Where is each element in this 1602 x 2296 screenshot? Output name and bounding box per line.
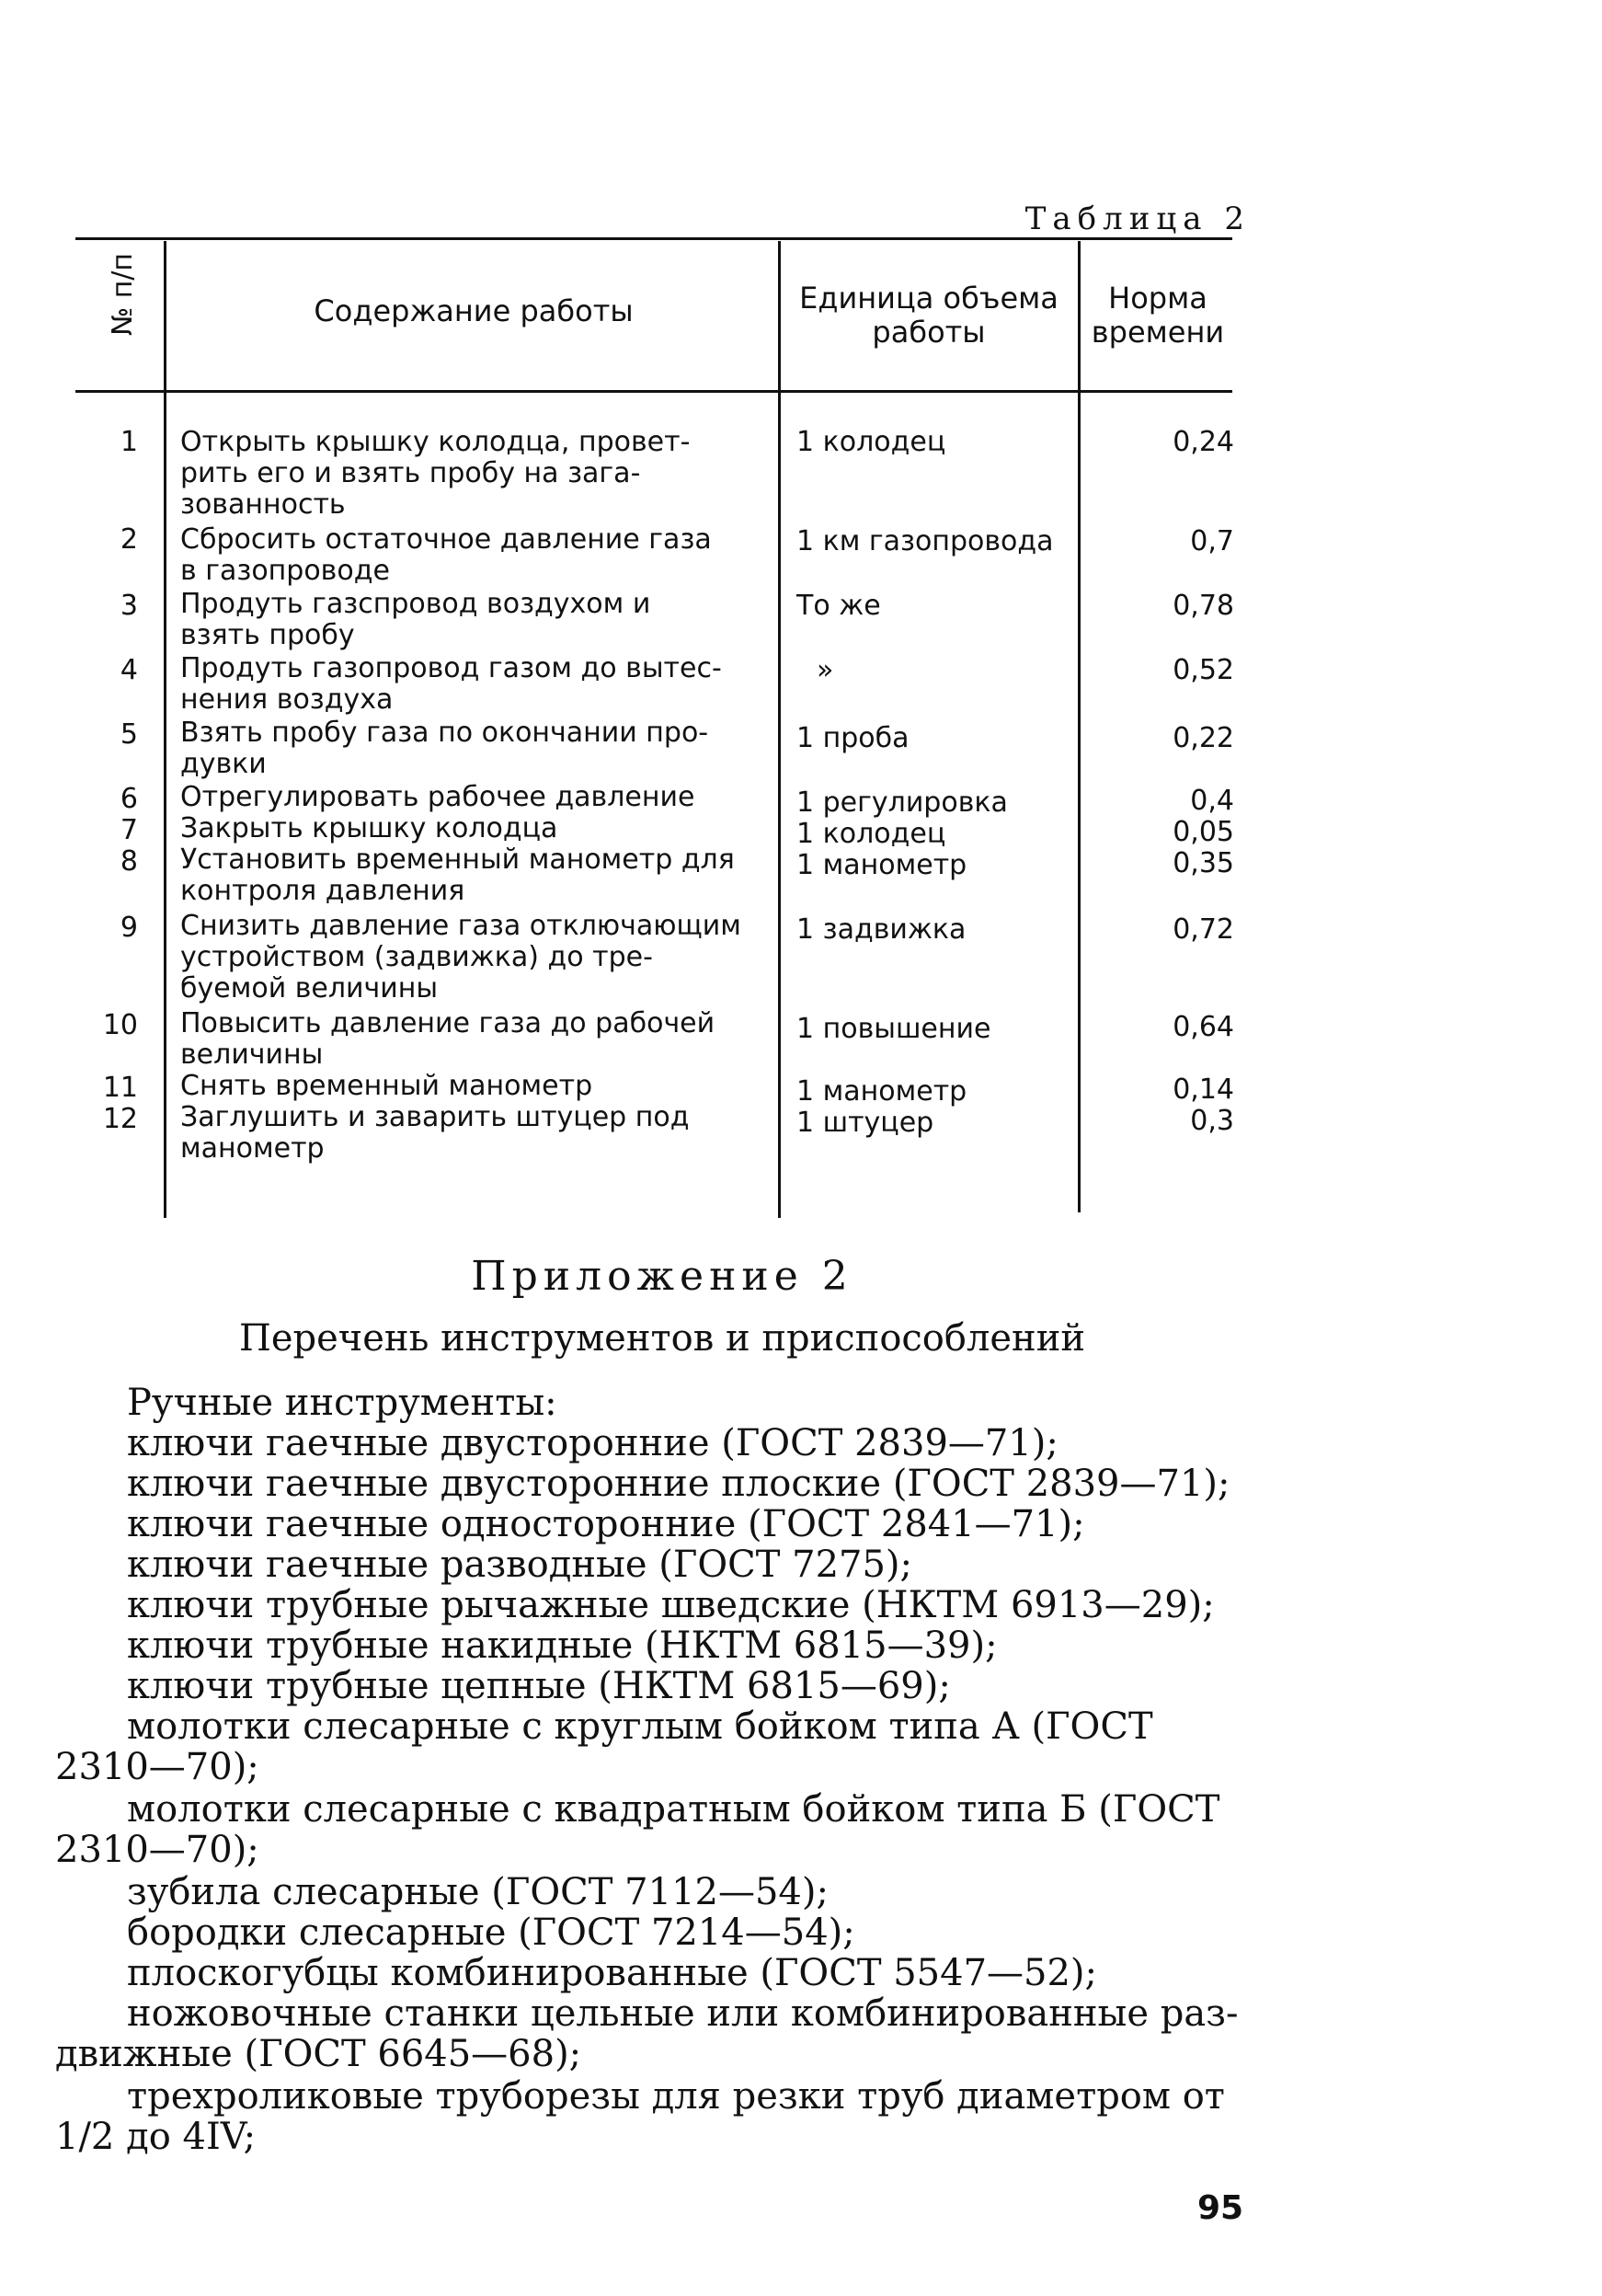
row-work-line: Продуть газопровод газом до вытес-: [180, 652, 722, 684]
row-unit: 1 манометр: [796, 849, 967, 881]
row-work: [180, 844, 771, 907]
header-unit-line1: Единица объема: [799, 281, 1058, 316]
row-work-line: Продуть газспровод воздухом и: [180, 588, 651, 620]
list-item: ключи трубные накидные (НКТМ 6815—39);: [127, 1624, 998, 1667]
row-number: 8: [120, 845, 138, 878]
row-unit: 1 штуцер: [796, 1107, 934, 1139]
page-number: 95: [1197, 2189, 1244, 2227]
row-work: [180, 427, 771, 521]
row-unit: 1 проба: [796, 722, 910, 754]
row-unit: »: [817, 654, 834, 686]
list-item: молотки слесарные с квадратным бойком типа Б (ГОСТ: [127, 1788, 1220, 1831]
row-unit: 1 колодец: [796, 426, 946, 458]
list-item: ключи гаечные разводные (ГОСТ 7275);: [127, 1544, 913, 1586]
table-caption: Таблица 2: [1024, 201, 1251, 237]
list-item: ключи трубные рычажные шведские (НКТМ 6913—29);: [127, 1584, 1215, 1626]
header-norm: [1081, 281, 1234, 350]
row-number: 1: [120, 426, 138, 458]
row-number: 12: [102, 1103, 138, 1135]
list-item: трехроликовые труборезы для резки труб диаметром от: [127, 2075, 1225, 2118]
appendix-title: Приложение 2: [471, 1253, 853, 1300]
table-top-rule: [75, 237, 1232, 240]
list-item: бородки слесарные (ГОСТ 7214—54);: [127, 1911, 855, 1954]
list-heading: Ручные инструменты:: [127, 1382, 557, 1424]
table-col-divider-1: [164, 241, 166, 1218]
row-work-line: Отрегулировать рабочее давление: [180, 781, 695, 813]
row-work-line: манометр: [180, 1132, 325, 1165]
row-work: [180, 1008, 771, 1071]
row-number: 4: [120, 654, 138, 686]
header-unit-line2: работы: [872, 314, 986, 350]
row-work: [180, 911, 771, 1004]
row-work-line: контроля давления: [180, 875, 465, 907]
row-norm: 0,14: [1173, 1073, 1234, 1106]
header-norm-line2: времени: [1091, 314, 1225, 350]
row-unit: 1 манометр: [796, 1075, 967, 1108]
row-unit: 1 регулировка: [796, 786, 1008, 819]
list-item-continuation: движные (ГОСТ 6645—68);: [55, 2033, 582, 2075]
table-col-divider-2: [778, 241, 781, 1218]
list-item-continuation: 2310—70);: [55, 1746, 259, 1788]
row-work: [180, 1071, 771, 1102]
row-work: [180, 1102, 771, 1165]
row-unit: 1 км газопровода: [796, 525, 1054, 557]
row-unit: 1 колодец: [796, 818, 946, 850]
header-content: Содержание работы: [314, 293, 634, 328]
row-work-line: устройством (задвижка) до тре-: [180, 941, 653, 973]
row-number: 11: [102, 1072, 138, 1104]
row-norm: 0,35: [1173, 847, 1234, 879]
row-number: 5: [120, 718, 138, 751]
header-number: № п/п: [107, 252, 139, 337]
row-number: 2: [120, 523, 138, 556]
row-norm: 0,22: [1173, 722, 1234, 754]
row-unit: 1 задвижка: [796, 913, 967, 946]
row-work: [180, 782, 771, 813]
list-item: плоскогубцы комбинированные (ГОСТ 5547—52);: [127, 1952, 1097, 1994]
row-work-line: в газопроводе: [180, 555, 390, 587]
row-number: 6: [120, 783, 138, 815]
row-work-line: величины: [180, 1039, 324, 1071]
row-work: [180, 589, 771, 651]
row-norm: 0,4: [1190, 785, 1234, 817]
row-norm: 0,3: [1190, 1105, 1234, 1137]
row-work-line: Открыть крышку колодца, провет-: [180, 426, 691, 458]
header-unit: [782, 281, 1076, 350]
row-number: 3: [120, 590, 138, 622]
row-norm: 0,52: [1173, 654, 1234, 686]
header-norm-line1: Норма: [1108, 281, 1207, 316]
row-norm: 0,64: [1173, 1011, 1234, 1043]
list-item: ключи трубные цепные (НКТМ 6815—69);: [127, 1665, 951, 1707]
table-header-rule: [75, 390, 1232, 393]
row-work-line: буемой величины: [180, 972, 439, 1004]
row-work-line: Сбросить остаточное давление газа: [180, 523, 712, 556]
row-number: 7: [120, 814, 138, 846]
row-unit: 1 повышение: [796, 1013, 991, 1045]
row-work-line: Закрыть крышку колодца: [180, 812, 558, 844]
list-item: зубила слесарные (ГОСТ 7112—54);: [127, 1871, 829, 1913]
list-item-continuation: 2310—70);: [55, 1829, 259, 1871]
row-work: [180, 718, 771, 780]
row-work-line: Снизить давление газа отключающим: [180, 910, 741, 942]
row-work-line: Взять пробу газа по окончании про-: [180, 717, 709, 749]
row-work: [180, 524, 771, 587]
row-norm: 0,78: [1173, 590, 1234, 622]
row-work-line: рить его и взять пробу на зага-: [180, 457, 641, 489]
list-item-continuation: 1/2 до 4IV;: [55, 2116, 257, 2158]
row-work-line: зованность: [180, 488, 346, 521]
row-work-line: взять пробу: [180, 619, 355, 651]
row-number: 10: [102, 1009, 138, 1041]
row-work: [180, 653, 771, 716]
row-norm: 0,7: [1190, 525, 1234, 557]
list-item: ключи гаечные односторонние (ГОСТ 2841—71);: [127, 1503, 1085, 1545]
row-work-line: Снять временный манометр: [180, 1070, 593, 1102]
row-work-line: Заглушить и заварить штуцер под: [180, 1101, 690, 1133]
list-item: ножовочные станки цельные или комбинированные раз-: [127, 1992, 1239, 2035]
list-item: ключи гаечные двусторонние (ГОСТ 2839—71);: [127, 1422, 1058, 1464]
list-item: молотки слесарные с круглым бойком типа А (ГОСТ: [127, 1705, 1153, 1748]
row-norm: 0,24: [1173, 426, 1234, 458]
row-work-line: нения воздуха: [180, 683, 394, 716]
row-work-line: Повысить давление газа до рабочей: [180, 1007, 715, 1039]
row-norm: 0,72: [1173, 913, 1234, 946]
appendix-subtitle: Перечень инструментов и приспособлений: [238, 1317, 1086, 1360]
row-work-line: дувки: [180, 748, 267, 780]
list-item: ключи гаечные двусторонние плоские (ГОСТ 2839—71);: [127, 1463, 1230, 1505]
row-number: 9: [120, 912, 138, 944]
row-work-line: Установить временный манометр для: [180, 844, 735, 876]
row-norm: 0,05: [1173, 816, 1234, 848]
row-unit: То же: [796, 590, 881, 622]
row-work: [180, 813, 771, 844]
